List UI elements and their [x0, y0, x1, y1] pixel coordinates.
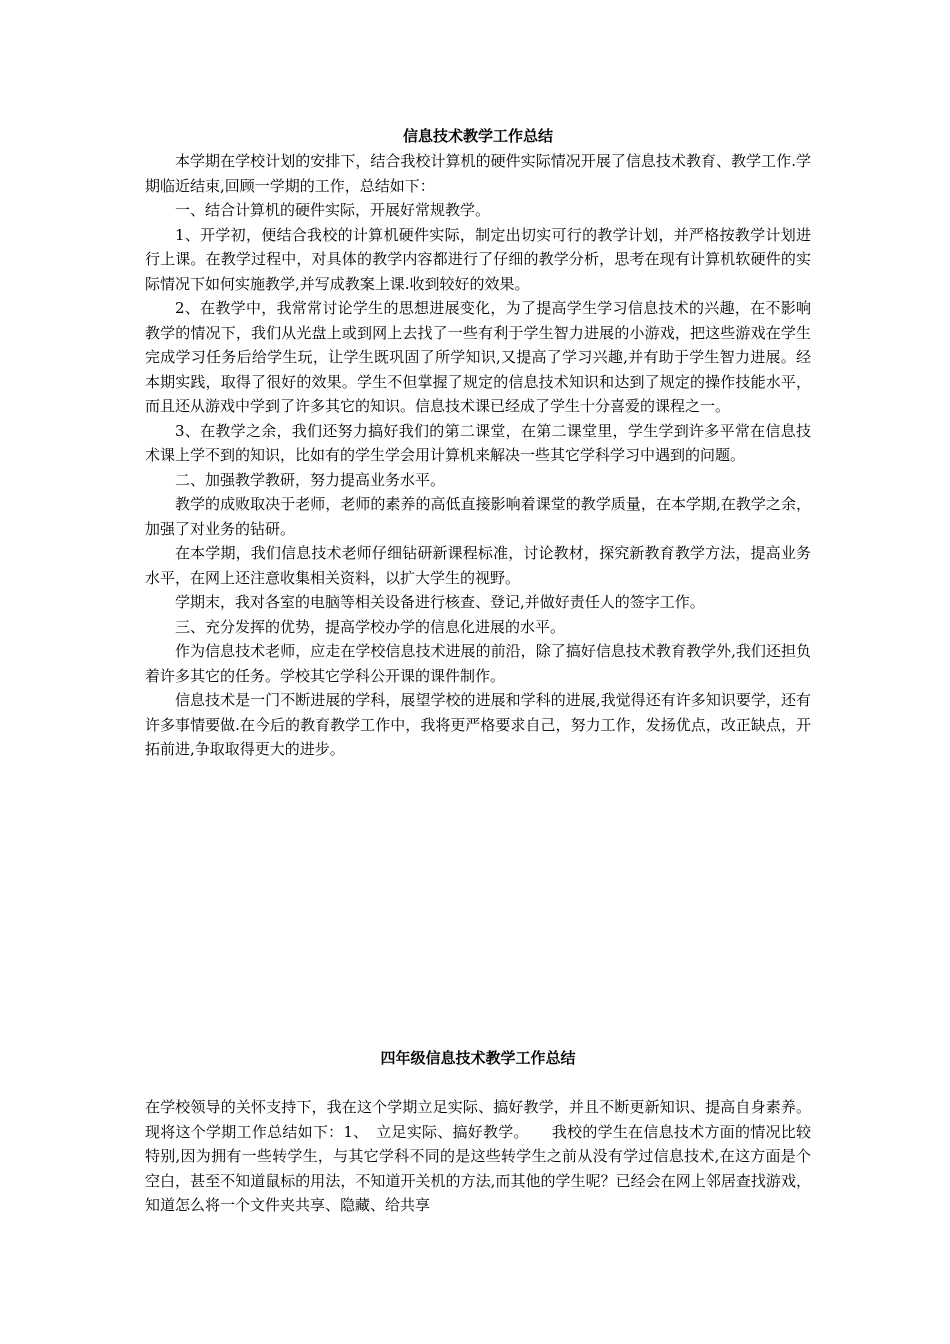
paragraph-other-tasks: 作为信息技术老师，应走在学校信息技术进展的前沿，除了搞好信息技术教育教学外,我们还担负着许多其它的任务。学校其它学科公开课的课件制作。: [145, 642, 811, 685]
paragraph-equipment-check: 学期末，我对各室的电脑等相关设备进行核查、登记,并做好责任人的签字工作。: [175, 593, 705, 611]
paragraph-conclusion: 信息技术是一门不断进展的学科，展望学校的进展和学科的进展,我觉得还有许多知识要学，还有许多事情要做.在今后的教育教学工作中，我将更严格要求自己，努力工作，发扬优点，改正缺点，开拓前进,争取取得更大的进步。: [145, 691, 811, 758]
heading-part-2: 二、加强教学教研，努力提高业务水平。: [175, 470, 446, 489]
paragraph-point-2: 2、在教学中，我常常讨论学生的思想进展变化，为了提高学生学习信息技术的兴趣，在不影响教学的情况下，我们从光盘上或到网上去找了一些有利于学生智力进展的小游戏，把这些游戏在学生完成学习任务后给学生玩，让学生既巩固了所学知识,又提高了学习兴趣,并有助于学生智力进展。经本期实践，取得了很好的效果。学生不但掌握了规定的信息技术知识和达到了规定的操作技能水平，而且还从游戏中学到了许多其它的知识。信息技术课已经成了学生十分喜爱的课程之一。: [145, 299, 811, 415]
paragraph-point-1: 1、开学初，便结合我校的计算机硬件实际，制定出切实可行的教学计划，并严格按教学计划进行上课。在教学过程中，对具体的教学内容都进行了仔细的教学分析，思考在现有计算机软硬件的实际情况下如何实施教学,并写成教案上课.收到较好的效果。: [145, 225, 811, 293]
section-info-tech-summary: [145, 124, 811, 762]
document-title: 信息技术教学工作总结: [402, 127, 553, 145]
section-grade4-summary: [145, 1046, 811, 1218]
heading-part-3: 三、充分发挥的优势，提高学校办学的信息化进展的水平。: [175, 617, 566, 636]
paragraph-intro: 本学期在学校计划的安排下，结合我校计算机的硬件实际情况开展了信息技术教育、教学工作.学期临近结束,回顾一学期的工作，总结如下：: [145, 152, 811, 195]
paragraph-point-3: 3、在教学之余，我们还努力搞好我们的第二课堂，在第二课堂里，学生学到许多平常在信息技术课上学不到的知识，比如有的学生学会用计算机来解决一些其它学科学习中遇到的问题。: [145, 421, 811, 464]
paragraph-grade4-body: 在学校领导的关怀支持下，我在这个学期立足实际、搞好教学，并且不断更新知识、提高自身素养。现将这个学期工作总结如下：1、 立足实际、搞好教学。 我校的学生在信息技术方面的情况比较特别,因为拥有一些转学生，与其它学科不同的是这些转学生之前从没有学过信息技术,在这方面是个空白，甚至不知道鼠标的用法，不知道开关机的方法,而其他的学生呢？已经会在网上邻居查找游戏，知道怎么将一个文件夹共享、隐藏、给共享: [145, 1098, 811, 1214]
paragraph-curriculum-study: 在本学期，我们信息技术老师仔细钻研新课程标准，讨论教材，探究新教育教学方法，提高业务水平，在网上还注意收集相关资料，以扩大学生的视野。: [145, 544, 811, 587]
paragraph-teaching-quality: 教学的成败取决于老师，老师的素养的高低直接影响着课堂的教学质量，在本学期,在教学之余，加强了对业务的钻研。: [145, 495, 811, 538]
heading-part-1: 一、结合计算机的硬件实际，开展好常规教学。: [175, 201, 491, 219]
section-title: 四年级信息技术教学工作总结: [380, 1049, 576, 1067]
